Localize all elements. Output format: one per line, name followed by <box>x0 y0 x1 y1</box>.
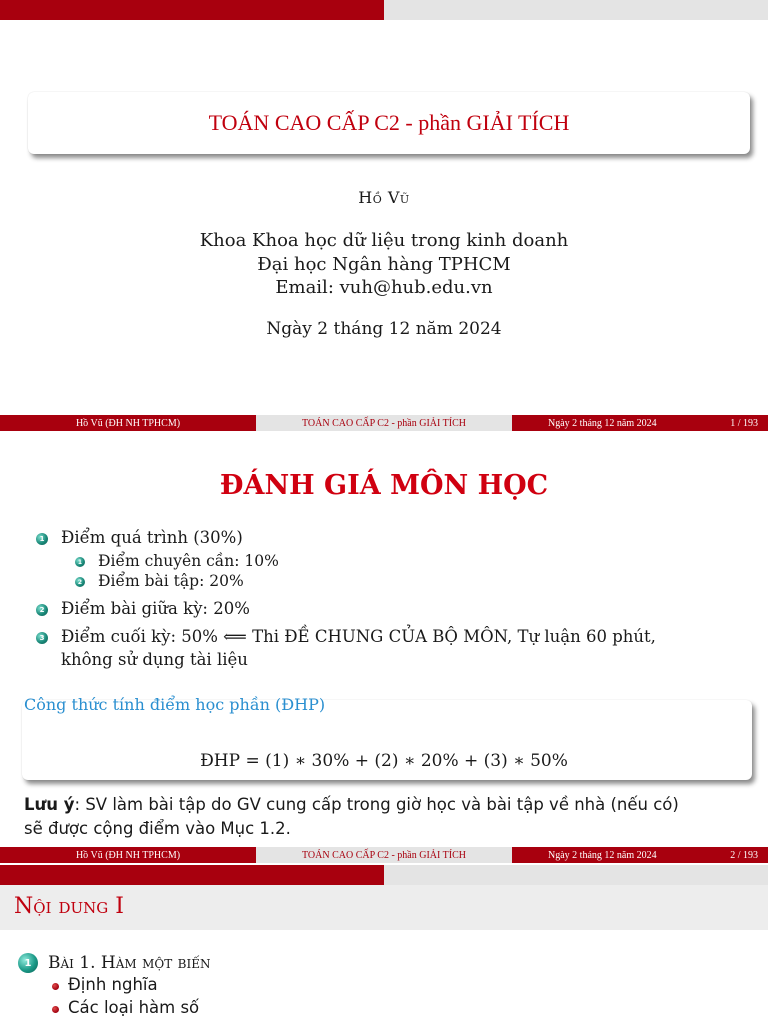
footer-right <box>512 415 768 431</box>
author-name: Hồ Vũ <box>358 188 410 207</box>
enumerate-ball-icon: 2 <box>36 604 48 616</box>
sub-list-item: Các loại hàm số <box>68 998 200 1017</box>
enumerate-ball-icon: 1 <box>75 557 85 567</box>
footer-right <box>512 847 768 863</box>
list-item: Điểm cuối kỳ: 50% ⟸ Thi ĐỀ CHUNG CỦA BỘ MÔN, Tự luận 60 phút, <box>61 627 656 646</box>
footer-date: Ngày 2 tháng 12 năm 2024 <box>548 849 657 861</box>
note-label: Lưu ý <box>24 795 75 814</box>
note-line: sẽ được cộng điểm vào Mục 1.2. <box>24 819 291 838</box>
sub-list-item: Điểm bài tập: 20% <box>98 572 244 590</box>
enumerate-ball-icon: 1 <box>36 533 48 545</box>
footer-page-number: 1 / 193 <box>730 417 758 429</box>
progress-bar-filled <box>0 0 384 20</box>
institution-line: Khoa Khoa học dữ liệu trong kinh doanh <box>199 230 569 251</box>
bullet-dot-icon <box>52 1006 59 1013</box>
sub-list-item: Định nghĩa <box>68 975 158 994</box>
list-item: Điểm quá trình (30%) <box>61 528 243 547</box>
note-text <box>24 793 754 841</box>
institution-line: Đại học Ngân hàng TPHCM <box>257 253 511 275</box>
slide2-footer <box>0 847 768 863</box>
list-item: Điểm bài giữa kỳ: 20% <box>61 599 250 618</box>
slide1-title-box <box>28 92 750 154</box>
sub-list-item: Điểm chuyên cần: 10% <box>98 552 279 570</box>
footer-author: Hồ Vũ (ĐH NH TPHCM) <box>0 415 256 431</box>
progress-bar-empty <box>384 0 768 20</box>
slide2-title: ĐÁNH GIÁ MÔN HỌC <box>219 470 549 501</box>
formula: ĐHP = (1) ∗ 30% + (2) ∗ 20% + (3) ∗ 50% <box>200 751 568 771</box>
bullet-dot-icon <box>52 983 59 990</box>
slide3-title: Nội dung I <box>14 894 124 919</box>
enumerate-ball-icon: 1 <box>18 953 38 973</box>
note-line: : SV làm bài tập do GV cung cấp trong giờ học và bài tập về nhà (nếu có) <box>74 795 679 814</box>
footer-author: Hồ Vũ (ĐH NH TPHCM) <box>0 847 256 863</box>
footer-date: Ngày 2 tháng 12 năm 2024 <box>548 417 657 429</box>
slide1-title: TOÁN CAO CẤP C2 - phần GIẢI TÍCH <box>208 110 570 135</box>
institution-block <box>0 229 768 300</box>
slide1-date: Ngày 2 tháng 12 năm 2024 <box>266 319 502 339</box>
slide1-footer <box>0 415 768 431</box>
progress-bar-empty <box>384 865 768 885</box>
enumerate-ball-icon: 2 <box>75 577 85 587</box>
formula-block-title: Công thức tính điểm học phần (ĐHP) <box>24 695 326 714</box>
list-item: Bài 1. Hàm một biến <box>48 953 211 973</box>
enumerate-ball-icon: 3 <box>36 632 48 644</box>
footer-title: TOÁN CAO CẤP C2 - phần GIẢI TÍCH <box>256 415 512 431</box>
progress-bar-filled <box>0 865 384 885</box>
footer-title: TOÁN CAO CẤP C2 - phần GIẢI TÍCH <box>256 847 512 863</box>
footer-page-number: 2 / 193 <box>730 849 758 861</box>
list-item-continued: không sử dụng tài liệu <box>61 650 248 669</box>
email-line: Email: vuh@hub.edu.vn <box>275 277 493 298</box>
